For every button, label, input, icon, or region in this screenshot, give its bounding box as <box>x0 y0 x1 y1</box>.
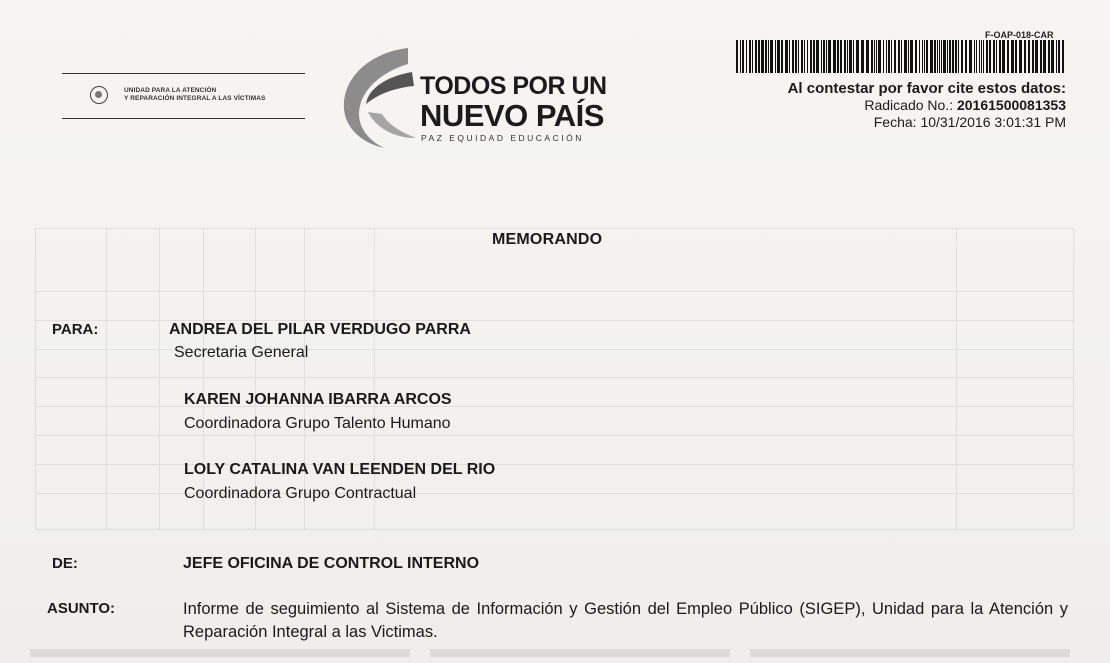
recipient-1-role: Secretaria General <box>174 344 309 361</box>
fecha-value: 10/31/2016 3:01:31 PM <box>920 114 1066 130</box>
radicado-line <box>864 97 1066 113</box>
coat-of-arms-icon <box>90 86 108 104</box>
fecha-label: Fecha: <box>873 114 917 130</box>
radicado-value: 20161500081353 <box>956 97 1066 113</box>
radicado-label: Radicado No.: <box>864 97 954 113</box>
logo-line-2: NUEVO PAÍS <box>420 98 604 133</box>
de-value: JEFE OFICINA DE CONTROL INTERNO <box>183 555 480 572</box>
para-label: PARA: <box>52 321 99 338</box>
barcode-icon <box>736 40 1066 73</box>
form-code: F-OAP-018-CAR <box>985 30 1054 40</box>
de-label: DE: <box>52 555 78 572</box>
recipient-1-name: ANDREA DEL PILAR VERDUGO PARRA <box>169 321 471 338</box>
fecha-line <box>874 114 1066 130</box>
recipient-2-name: KAREN JOHANNA IBARRA ARCOS <box>184 391 452 408</box>
recipient-3-role: Coordinadora Grupo Contractual <box>184 485 417 502</box>
nuevo-pais-logo-icon <box>338 42 418 152</box>
asunto-value: Informe de seguimiento al Sistema de Información y Gestión del Empleo Público (SIGEP), Unidad para la Atención y Reparación Integral a las Victimas. <box>183 600 1068 641</box>
entity-name-line1: UNIDAD PARA LA ATENCIÓN <box>124 87 217 94</box>
logo-tagline: PAZ EQUIDAD EDUCACIÓN <box>421 133 584 143</box>
header-rule-bottom <box>62 118 305 119</box>
header-rule-top <box>62 73 305 74</box>
entity-name <box>124 87 265 103</box>
logo-line-1: TODOS POR UN <box>420 72 607 100</box>
asunto-label: ASUNTO: <box>47 600 116 617</box>
recipient-3-name: LOLY CATALINA VAN LEENDEN DEL RIO <box>184 461 496 478</box>
entity-name-line2: Y REPARACIÓN INTEGRAL A LAS VÍCTIMAS <box>124 95 266 102</box>
recipient-2-role: Coordinadora Grupo Talento Humano <box>184 415 451 432</box>
cite-prompt: Al contestar por favor cite estos datos: <box>787 80 1066 97</box>
bleed-through-text <box>0 645 1110 663</box>
memo-title: MEMORANDO <box>492 231 603 248</box>
